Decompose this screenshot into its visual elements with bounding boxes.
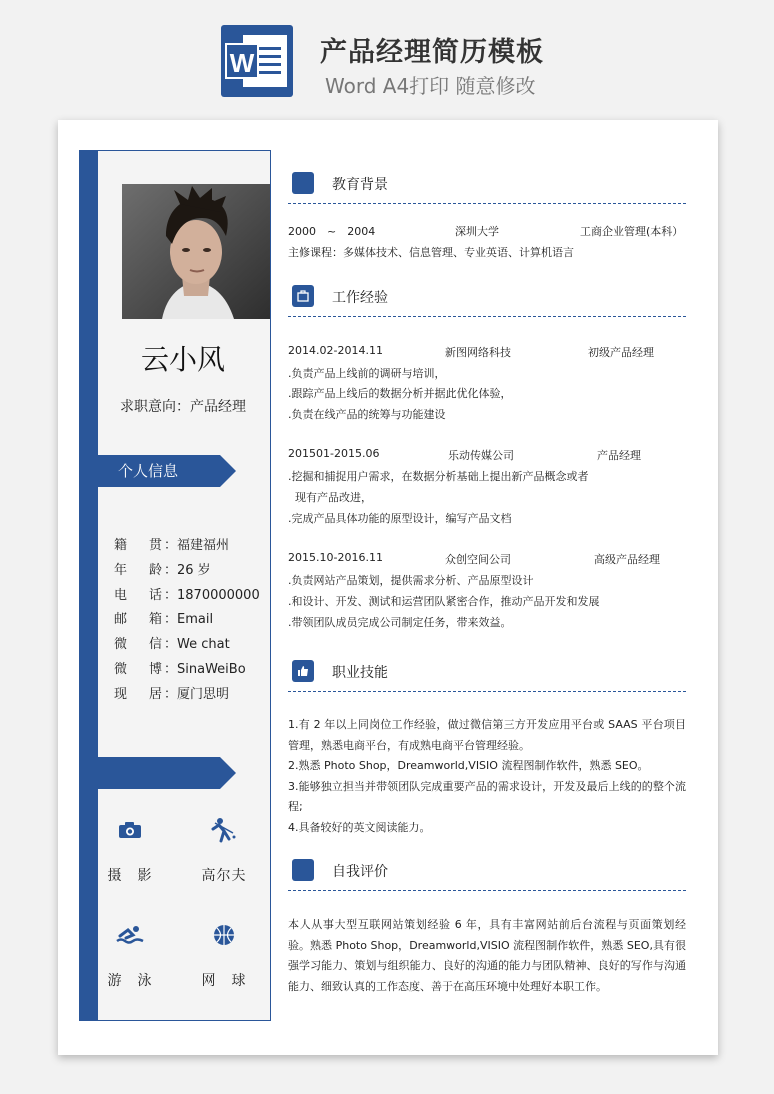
job-duty: .负责在线产品的统筹与功能建设	[288, 408, 446, 421]
skill-item: 3.能够独立担当并带领团队完成重要产品的需求设计，开发及最后上线的的整个流程;	[288, 779, 686, 813]
job-company: 众创空间公司	[445, 553, 511, 566]
job-duty: .负责网站产品策划，提供需求分析、产品原型设计	[288, 574, 534, 587]
info-row-age: 年 龄 ：26 岁	[114, 562, 211, 578]
job-role: 初级产品经理	[588, 346, 654, 359]
section-education	[288, 170, 686, 204]
education-icon	[292, 172, 314, 194]
word-logo-icon	[221, 25, 293, 97]
profile-photo	[122, 184, 270, 319]
job-duty: .完成产品具体功能的原型设计，编写产品文档	[288, 512, 512, 525]
job-duty: 现有产品改进，	[288, 491, 372, 504]
job-period: 2015.10-2016.11	[288, 551, 383, 564]
left-accent-bar	[79, 150, 98, 1021]
edu-period: 2000 ~ 2004	[288, 225, 376, 238]
self-eval-text: 本人从事大型互联网站策划经验 6 年，具有丰富网站前后台流程与页面策划经验。熟悉 Photo Shop，Dreamworld,VISIO 流程图制作软件，熟悉 SEO,具有很强学习能力、策划与组织能力、良好的沟通的能力与团队精神、良好的写作与沟通能力、细致认真的工作态度、善于在高压环境中处理好本职工作。	[288, 918, 686, 993]
personal-info-heading: 个人信息	[98, 455, 220, 487]
section-work	[288, 283, 686, 317]
thumbs-up-icon	[292, 660, 314, 682]
job-duty: .跟踪产品上线后的数据分析并据此优化体验，	[288, 387, 512, 400]
info-row-weibo: 微 博 ：SinaWeiBo	[114, 661, 246, 677]
section-title: 职业技能	[332, 665, 388, 681]
personal-info-list	[114, 534, 270, 708]
info-row-email: 邮 箱 ：Email	[114, 612, 214, 628]
skill-item: 4.具备较好的英文阅读能力。	[288, 820, 431, 834]
skill-item: 1.有 2 年以上同岗位工作经验，做过微信第三方开发应用平台或 SAAS 平台项目管理，熟悉电商平台，有成熟电商平台管理经验。	[288, 718, 686, 752]
job-duty: .带领团队成员完成公司制定任务，带来效益。	[288, 616, 512, 629]
info-row-phone: 电 话 ：1870000000	[114, 587, 260, 603]
section-self-eval	[288, 857, 686, 891]
section-title: 工作经验	[332, 290, 388, 306]
info-row-hometown: 籍 贯 ：福建福州	[114, 538, 230, 553]
briefcase-icon	[292, 285, 314, 307]
edu-school: 深圳大学	[455, 225, 499, 238]
job-period: 201501-2015.06	[288, 447, 380, 460]
hobby-photography: 摄 影	[90, 815, 170, 885]
section-title: 自我评价	[332, 864, 388, 880]
hobbies-heading	[98, 757, 220, 789]
edu-major: 工商企业管理(本科）	[580, 225, 684, 238]
banner	[0, 0, 774, 110]
hobby-tennis: 网 球	[184, 920, 264, 990]
ball-icon	[184, 920, 264, 950]
swim-icon	[90, 920, 170, 950]
job-company: 新图网络科技	[445, 346, 511, 359]
info-row-wechat: 微 信 ：We chat	[114, 637, 230, 653]
hobby-golf: 高尔夫	[184, 815, 264, 885]
skill-item: 2.熟悉 Photo Shop，Dreamworld,VISIO 流程图制作软件，熟悉 SEO。	[288, 759, 649, 772]
job-company: 乐动传媒公司	[448, 449, 514, 462]
hobby-swimming: 游 泳	[90, 920, 170, 990]
skills-text	[288, 715, 686, 838]
banner-title: 产品经理简历模板	[320, 37, 544, 68]
camera-icon	[90, 815, 170, 845]
job-intent: 求职意向：产品经理	[120, 399, 246, 415]
edu-courses: 主修课程：多媒体技术、信息管理、专业英语、计算机语言	[288, 246, 574, 259]
self-eval-icon	[292, 859, 314, 881]
section-skills	[288, 658, 686, 692]
word-logo-letter: W	[225, 43, 259, 79]
job-duty: .负责产品上线前的调研与培训，	[288, 367, 446, 380]
job-role: 高级产品经理	[594, 553, 660, 566]
section-title: 教育背景	[332, 177, 388, 193]
candidate-name: 云小风	[140, 343, 225, 376]
job-duty: .挖掘和捕捉用户需求，在数据分析基础上提出新产品概念或者	[288, 470, 589, 483]
job-role: 产品经理	[597, 449, 641, 462]
golf-icon	[184, 815, 264, 845]
job-period: 2014.02-2014.11	[288, 344, 383, 357]
info-row-residence: 现 居 ：厦门思明	[114, 686, 230, 702]
banner-subtitle: Word A4打印 随意修改	[325, 74, 536, 98]
job-duty: .和设计、开发、测试和运营团队紧密合作，推动产品开发和发展	[288, 595, 600, 608]
